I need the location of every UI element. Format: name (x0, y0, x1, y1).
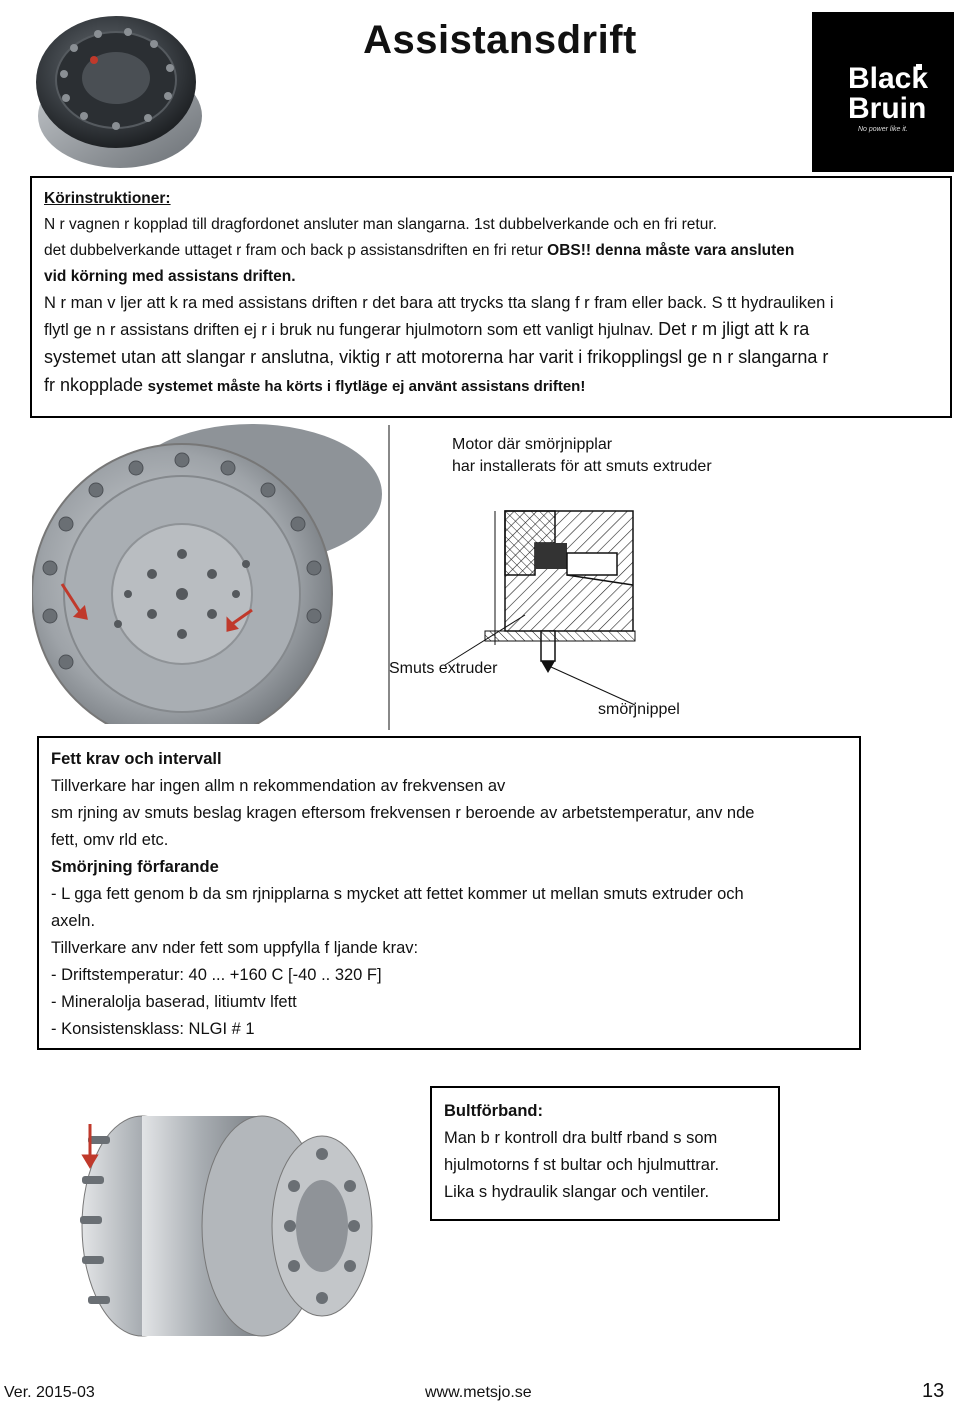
page-title: Assistansdrift (363, 18, 637, 62)
bolts-line-1: Man b r kontroll dra bultf rband s som (444, 1129, 718, 1147)
grease-line-2: sm rjning av smuts beslag kragen eftersom frekvensen r beroende av arbetstemperatur, anv nde (51, 804, 755, 822)
logo-line-1: Black (848, 62, 929, 95)
instructions-line-7 (44, 372, 938, 400)
instructions-final-note: systemet måste ha körts i flytläge ej använt assistans driften! (147, 378, 586, 395)
brand-logo (812, 12, 954, 172)
bolts-heading: Bultförband: (444, 1102, 543, 1120)
driving-instructions-box (30, 176, 952, 418)
footer-website-link[interactable]: www.metsjo.se (425, 1384, 532, 1401)
grease-requirements-box (37, 736, 861, 1050)
instructions-heading: Körinstruktioner: (44, 190, 171, 207)
logo-tagline: No power like it. (858, 126, 908, 133)
instructions-line-5-tail: Det r m jligt att k ra (658, 319, 810, 339)
instructions-line-3: vid körning med assistans driften. (44, 268, 296, 285)
wheel-motor-face-image (32, 424, 382, 724)
wheel-motor-side-image (32, 1076, 382, 1368)
instructions-line-2 (44, 238, 938, 264)
section-caption-line-1: Motor där smörjnipplar (452, 436, 613, 453)
bolts-line-2: hjulmotorns f st bultar och hjulmuttrar. (444, 1156, 720, 1174)
instructions-line-5-text: flytl ge n r assistans driften ej r i bruk nu fungerar hjulmotorn som ett vanligt hjulnav. (44, 321, 654, 339)
instructions-line-1: N r vagnen r kopplad till dragfordonet ansluter man slangarna. 1st dubbelverkande och en fri retur. (44, 216, 717, 233)
procedure-line-1: - L gga fett genom b da sm rjnipplarna s mycket att fettet kommer ut mellan smuts extruder och (51, 885, 744, 903)
instructions-line-2-text: det dubbelverkande uttaget r fram och back p assistansdriften en fri retur (44, 242, 543, 259)
footer-version: Ver. 2015-03 (4, 1384, 95, 1401)
bolts-line-3: Lika s hydraulik slangar och ventiler. (444, 1183, 710, 1201)
section-caption (452, 434, 712, 478)
instructions-line-4: N r man v ljer att k ra med assistans driften r det bara att trycks tta slang f r fram eller back. S tt hydrauliken i (44, 294, 834, 312)
instructions-line-6: systemet utan att slangar r anslutna, viktig r att motorerna har varit i frikopplingsl ge n r slangarna r (44, 347, 829, 367)
instructions-line-5 (44, 316, 938, 343)
grease-line-1: Tillverkare har ingen allm n rekommendation av frekvensen av (51, 777, 506, 795)
label-dirt-extruder: Smuts extruder (389, 660, 498, 677)
instructions-line-7-text: fr nkopplade (44, 375, 144, 395)
logo-line-2: Bruin (848, 92, 927, 125)
grease-heading: Fett krav och intervall (51, 750, 222, 768)
procedure-line-3: Tillverkare anv nder fett som uppfylla f ljande krav: (51, 939, 419, 957)
instructions-obs-note: OBS!! denna måste vara ansluten (547, 242, 795, 259)
label-grease-nipple: smörjnippel (598, 701, 680, 718)
lubrication-procedure-heading: Smörjning förfarande (51, 858, 219, 876)
page-number: 13 (922, 1380, 945, 1402)
procedure-line-5: - Mineralolja baserad, litiumtv lfett (51, 993, 297, 1011)
wheel-motor-image-top (24, 4, 206, 176)
procedure-line-4: - Driftstemperatur: 40 ... +160 C [-40 .. 320 F] (51, 966, 382, 984)
procedure-line-6: - Konsistensklass: NLGI # 1 (51, 1020, 255, 1038)
procedure-line-2: axeln. (51, 912, 96, 930)
bolted-joints-box (430, 1086, 780, 1221)
section-caption-line-2: har installerats för att smuts extruder (452, 458, 712, 475)
grease-line-3: fett, omv rld etc. (51, 831, 169, 849)
